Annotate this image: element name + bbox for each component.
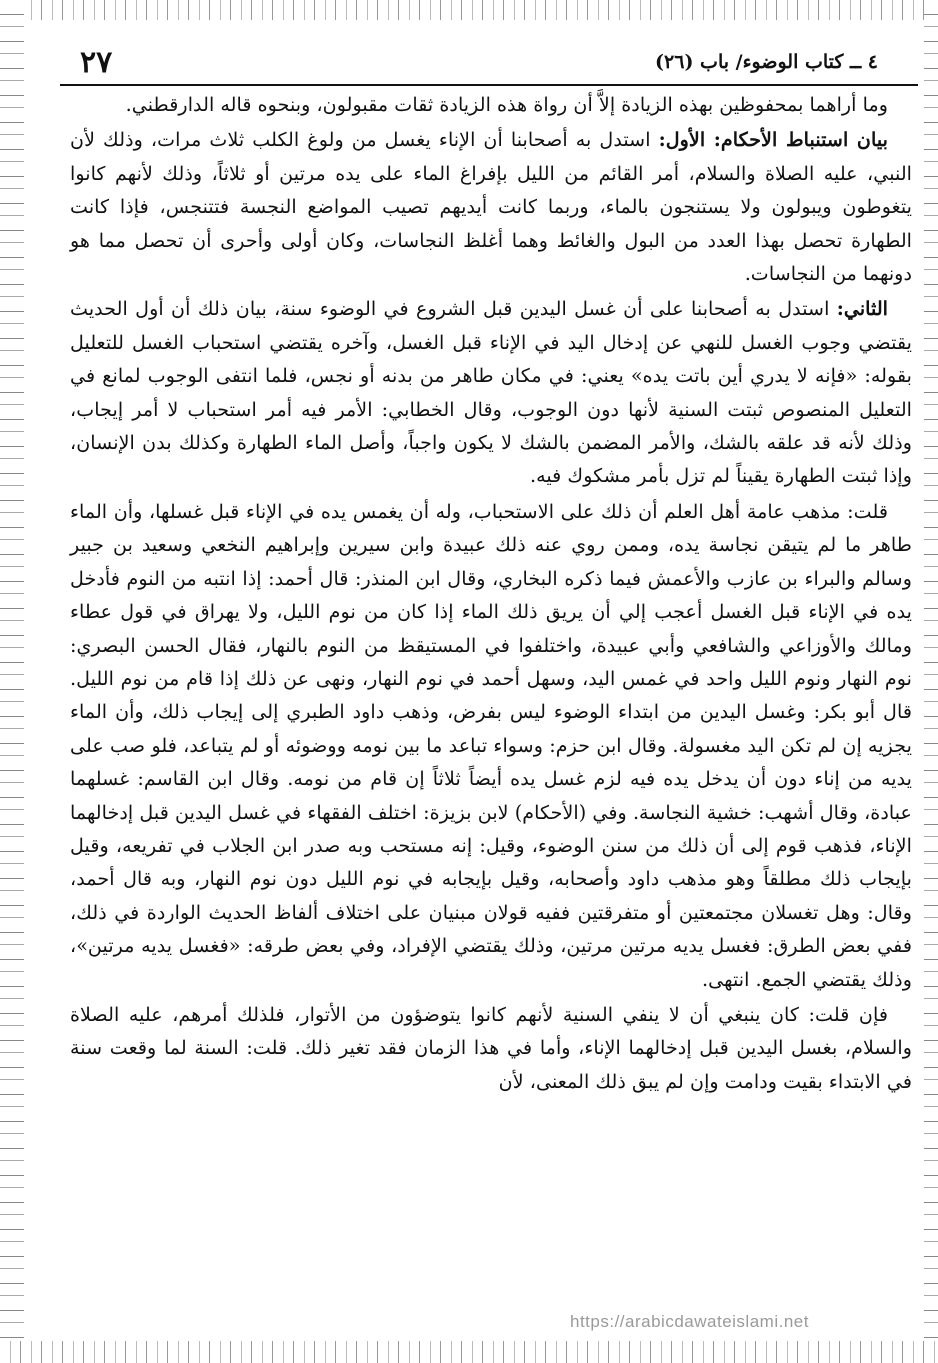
- paragraph-2: [70, 123, 912, 290]
- paragraph-4: [70, 495, 912, 996]
- paragraph-text: استدل به أصحابنا على أن غسل اليدين قبل الشروع في الوضوء سنة، بيان ذلك أن أول الحديث يقتضي وجوب الغسل للنهي عن إدخال اليد في الإناء قبل الغسل، وآخره يقتضي استحباب الغسل للتعليل بقوله: «فإنه لا يدري أين باتت يده» يعني: في مكان طاهر من بدنه أو نجس، فلما انتفى الوجوب لمانع في التعليل المنصوص ثبتت السنية لأنها دون الوجوب، وقال الخطابي: الأمر فيه أمر استحباب لا أمر إيجاب، وذلك لأنه قد علقه بالشك، والأمر المضمن بالشك لا يكون واجباً، وأصل الماء الطهارة وكذلك بدن الإنسان، وإذا ثبتت الطهارة يقيناً لم تزل بأمر مشكوك فيه.: [70, 297, 912, 488]
- page-header: [60, 40, 918, 86]
- paragraph-text: وما أراهما بمحفوظين بهذه الزيادة إلاَّ أن رواة هذه الزيادة ثقات مقبولون، وبنحوه قاله الدارقطني.: [125, 93, 888, 116]
- watermark-url: https://arabicdawateislami.net: [570, 1312, 809, 1331]
- paragraph-text: قلت: مذهب عامة أهل العلم أن ذلك على الاستحباب، وله أن يغمس يده في الإناء قبل غسلها، وأن الماء طاهر ما لم يتيقن نجاسة يده، وممن روي عنه ذلك عبيدة وابن سيرين وإبراهيم النخعي وسعيد بن جبير وسالم والبراء بن عازب والأعمش فيما ذكره البخاري، وقال ابن المنذر: قال أحمد: إذا انتبه من النوم فأدخل يده في الإناء قبل الغسل أعجب إلي أن يريق ذلك الماء إذا كان من نوم الليل، ولا يهراق في قول عطاء ومالك والأوزاعي والشافعي وأبي عبيدة، واختلفوا في المستيقظ من النوم بالنهار، فقال الحسن البصري: نوم النهار ونوم الليل واحد في غمس اليد، وسهل أحمد في نوم النهار، ونهى عن ذلك إذا قام من نوم الليل. قال أبو بكر: وغسل اليدين من ابتداء الوضوء ليس بفرض، وذهب داود الطبري إلى إيجاب ذلك، وأن الماء يجزيه إن لم تكن اليد مغسولة. وقال ابن حزم: وسواء تباعد ما بين نومه ووضوئه أو لم يتباعد، فلو صب على يديه من إناء دون أن يدخل يده فيه لزم غسل يده أيضاً ثلاثاً إن قام من نومه. وقال ابن القاسم: غسلهما عبادة، وقال أشهب: خشية النجاسة. وفي (الأحكام) لابن بزيزة: اختلف الفقهاء في غسل اليدين قبل إدخالهما الإناء، فذهب قوم إلى أن ذلك من سنن الوضوء، وقيل: إنه مستحب وبه صدر ابن الجلاب في تفريعه، وقيل بإيجاب ذلك مطلقاً وهو مذهب داود وأصحابه، وقيل بإيجابه في نوم الليل دون نوم النهار، وبه قال أحمد، وقال: وهل تغسلان مجتمعتين أو متفرقتين ففيه قولان مبنيان على اختلاف ألفاظ الحديث الواردة في ذلك، ففي بعض الطرق: فغسل يديه مرتين مرتين، وذلك يقتضي الإفراد، وفي بعض طرقه: «فغسل يديه مرتين»، وذلك يقتضي الجمع. انتهى.: [70, 499, 913, 991]
- paragraph-heading: الثاني:: [836, 297, 888, 321]
- paragraph-1: [70, 88, 912, 121]
- paragraph-heading: بيان استنباط الأحكام: الأول:: [658, 128, 888, 152]
- page-border-bottom: [0, 1341, 938, 1363]
- paragraph-text: استدل به أصحابنا أن الإناء يغسل من ولوغ الكلب ثلاث مرات، وذلك لأن النبي، عليه الصلاة والسلام، أمر القائم من الليل بإفراغ الماء على يده مرتين أو ثلاثاً، وذلك لأنهم كانوا يتغوطون ويبولون ولا يستنجون بالماء، وربما كانت أيديهم تصيب المواضع النجسة فتتنجس، فإذا كانت الطهارة تحصل بهذا العدد من البول والغائط وهما أغلظ النجاسات، وكان أولى وأحرى أن تحصل مما هو دونهما من النجاسات.: [70, 128, 912, 286]
- page-body: [60, 86, 918, 1098]
- paragraph-3: [70, 292, 912, 492]
- page-border-right: [924, 0, 938, 1363]
- paragraph-5: [70, 998, 912, 1098]
- page-number: ٢٧: [80, 44, 113, 80]
- page-border-left: [0, 0, 24, 1363]
- paragraph-text: فإن قلت: كان ينبغي أن لا ينفي السنية لأنهم كانوا يتوضؤون من الأتوار، فلذلك أمرهم، عليه الصلاة والسلام، بغسل اليدين قبل إدخالهما الإناء، وأما في هذا الزمان فقد تغير ذلك. قلت: السنة لما وقعت سنة في الابتداء بقيت ودامت وإن لم يبق ذلك المعنى، لأن: [70, 1002, 912, 1093]
- book-page: [60, 40, 918, 1320]
- page-border-top: [0, 0, 938, 20]
- running-title: ٤ ــ كتاب الوضوء/ باب (٢٦): [655, 51, 878, 73]
